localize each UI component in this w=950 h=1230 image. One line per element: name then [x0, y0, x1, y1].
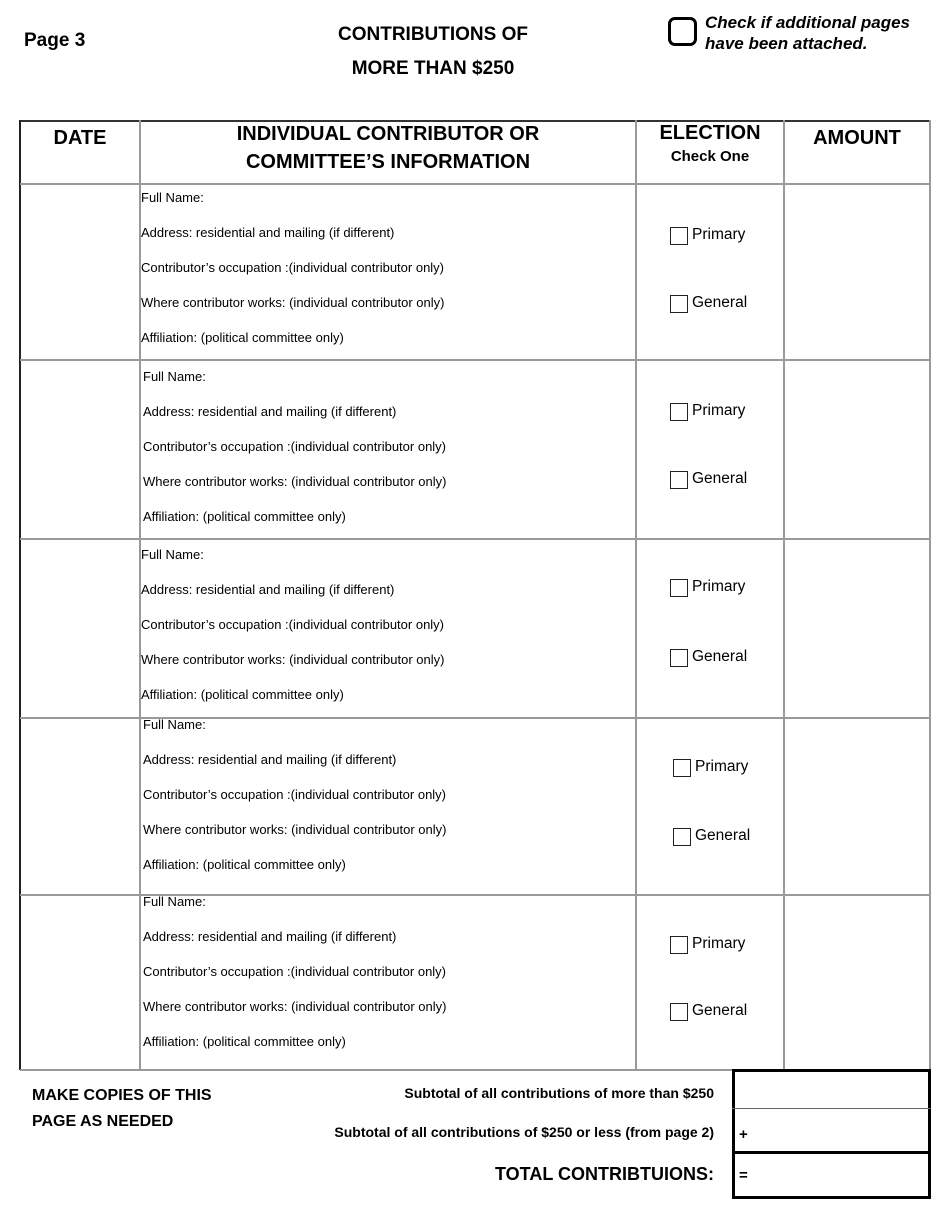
page-number: Page 3 — [24, 30, 86, 51]
plus-sign: + — [739, 1126, 748, 1143]
copies-note — [32, 1083, 212, 1135]
general-checkbox[interactable] — [670, 649, 688, 667]
works-field[interactable]: Where contributor works: (individual contributor only) — [143, 999, 447, 1014]
general-checkbox[interactable] — [673, 828, 691, 846]
subtotal-over-field[interactable] — [732, 1072, 931, 1107]
subtotal-under-label: Subtotal of all contributions of $250 or less (from page 2) — [334, 1124, 714, 1140]
date-cell[interactable] — [20, 538, 138, 717]
primary-label: Primary — [692, 402, 746, 419]
equals-sign: = — [739, 1167, 748, 1184]
affiliation-field[interactable]: Affiliation: (political committee only) — [141, 687, 344, 702]
amount-cell[interactable] — [785, 538, 929, 717]
general-label: General — [692, 648, 748, 665]
total-field[interactable] — [732, 1155, 931, 1197]
full-name-field[interactable]: Full Name: — [141, 190, 204, 205]
column-header-date: DATE — [53, 127, 107, 149]
address-field[interactable]: Address: residential and mailing (if different) — [143, 752, 397, 767]
general-label: General — [692, 1002, 748, 1019]
table-row — [20, 717, 930, 894]
page-title-line2: MORE THAN $250 — [351, 58, 515, 79]
primary-label: Primary — [692, 226, 746, 243]
column-header-election-title: ELECTION — [659, 122, 761, 144]
primary-label: Primary — [692, 935, 746, 952]
table-row — [20, 894, 930, 1069]
copies-note-line2: PAGE AS NEEDED — [32, 1113, 174, 1130]
primary-label: Primary — [695, 758, 749, 775]
general-checkbox[interactable] — [670, 1003, 688, 1021]
column-header-info-line2: COMMITTEE’S INFORMATION — [245, 151, 531, 173]
page-title-line1: CONTRIBUTIONS OF — [338, 24, 528, 45]
subtotal-over-label: Subtotal of all contributions of more than $250 — [404, 1085, 714, 1101]
amount-cell[interactable] — [785, 359, 929, 538]
table-row — [20, 359, 930, 538]
totals-divider-2 — [732, 1151, 931, 1154]
general-checkbox[interactable] — [670, 471, 688, 489]
address-field[interactable]: Address: residential and mailing (if different) — [143, 929, 397, 944]
address-field[interactable]: Address: residential and mailing (if different) — [141, 582, 395, 597]
full-name-field[interactable]: Full Name: — [143, 369, 206, 384]
occupation-field[interactable]: Contributor’s occupation :(individual contributor only) — [141, 617, 445, 632]
occupation-field[interactable]: Contributor’s occupation :(individual contributor only) — [141, 260, 445, 275]
additional-pages-checkbox[interactable] — [668, 17, 697, 46]
general-label: General — [692, 470, 748, 487]
general-label: General — [692, 294, 748, 311]
additional-pages-label-line1: Check if additional pages — [705, 13, 910, 32]
primary-checkbox[interactable] — [670, 936, 688, 954]
date-cell[interactable] — [20, 184, 138, 359]
date-cell[interactable] — [20, 717, 138, 894]
additional-pages-label-line2: have been attached. — [705, 34, 868, 53]
affiliation-field[interactable]: Affiliation: (political committee only) — [143, 857, 346, 872]
copies-note-line1: MAKE COPIES OF THIS — [32, 1087, 212, 1104]
primary-label: Primary — [692, 578, 746, 595]
occupation-field[interactable]: Contributor’s occupation :(individual contributor only) — [143, 964, 447, 979]
primary-checkbox[interactable] — [670, 403, 688, 421]
works-field[interactable]: Where contributor works: (individual contributor only) — [143, 822, 447, 837]
affiliation-field[interactable]: Affiliation: (political committee only) — [143, 509, 346, 524]
column-header-info — [140, 120, 636, 183]
address-field[interactable]: Address: residential and mailing (if different) — [143, 404, 397, 419]
primary-checkbox[interactable] — [670, 579, 688, 597]
occupation-field[interactable]: Contributor’s occupation :(individual contributor only) — [143, 439, 447, 454]
date-cell[interactable] — [20, 359, 138, 538]
totals-divider-1 — [732, 1108, 931, 1109]
subtotal-under-field[interactable] — [732, 1110, 931, 1150]
column-header-info-line1: INDIVIDUAL CONTRIBUTOR OR — [236, 123, 540, 145]
amount-cell[interactable] — [785, 717, 929, 894]
amount-cell[interactable] — [785, 894, 929, 1069]
general-checkbox[interactable] — [670, 295, 688, 313]
full-name-field[interactable]: Full Name: — [143, 717, 206, 732]
affiliation-field[interactable]: Affiliation: (political committee only) — [143, 1034, 346, 1049]
full-name-field[interactable]: Full Name: — [143, 894, 206, 909]
works-field[interactable]: Where contributor works: (individual contributor only) — [143, 474, 447, 489]
table-row — [20, 538, 930, 717]
affiliation-field[interactable]: Affiliation: (political committee only) — [141, 330, 344, 345]
primary-checkbox[interactable] — [670, 227, 688, 245]
page-title — [300, 18, 566, 86]
column-header-amount: AMOUNT — [813, 127, 901, 149]
general-label: General — [695, 827, 751, 844]
total-label: TOTAL CONTRIBTUIONS: — [495, 1164, 714, 1184]
column-header-election-sub: Check One — [670, 148, 750, 165]
occupation-field[interactable]: Contributor’s occupation :(individual contributor only) — [143, 787, 447, 802]
amount-cell[interactable] — [785, 184, 929, 359]
column-header-election — [636, 120, 784, 183]
full-name-field[interactable]: Full Name: — [141, 547, 204, 562]
address-field[interactable]: Address: residential and mailing (if different) — [141, 225, 395, 240]
works-field[interactable]: Where contributor works: (individual contributor only) — [141, 652, 445, 667]
additional-pages-label — [705, 12, 910, 54]
date-cell[interactable] — [20, 894, 138, 1069]
primary-checkbox[interactable] — [673, 759, 691, 777]
table-row — [20, 184, 930, 359]
works-field[interactable]: Where contributor works: (individual contributor only) — [141, 295, 445, 310]
